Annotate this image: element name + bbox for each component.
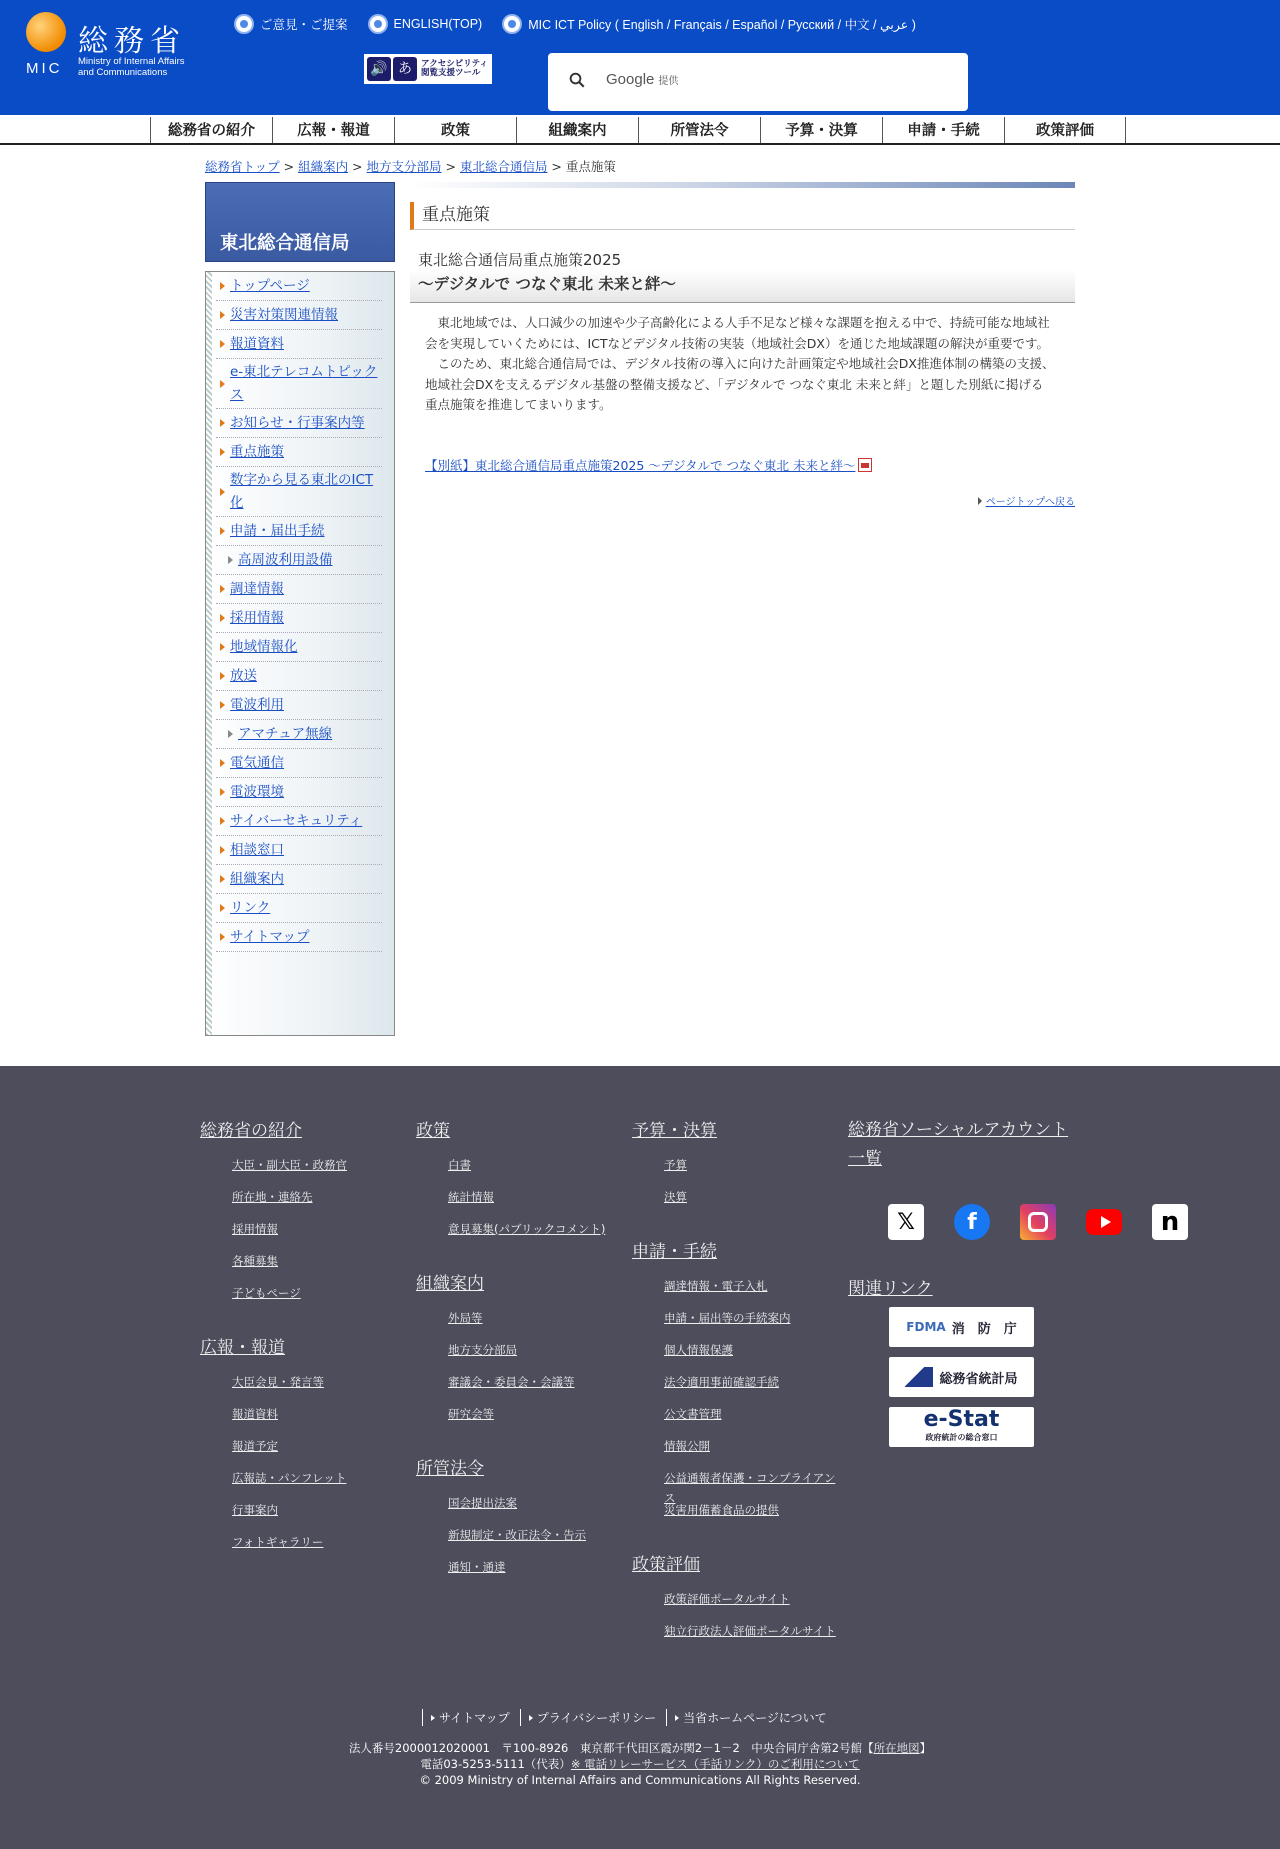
stat-bureau-banner[interactable]: [889, 1357, 1034, 1397]
gnav-item-intro[interactable]: 総務省の紹介: [150, 117, 272, 143]
footer-link[interactable]: 意見募集(パブリックコメント): [448, 1222, 606, 1236]
gnav-item-budget[interactable]: 予算・決算: [760, 117, 882, 143]
site-header: [0, 0, 1280, 115]
accessibility-tool-label: [421, 60, 488, 78]
sidebar-item[interactable]: [216, 467, 382, 517]
sidebar-item[interactable]: [216, 894, 382, 923]
footer-group-heading[interactable]: 予算・決算: [632, 1121, 717, 1141]
map-link[interactable]: 所在地図: [873, 1741, 920, 1755]
sidebar-item[interactable]: [216, 691, 382, 720]
radio-bullet-icon: [502, 14, 522, 34]
footer-link[interactable]: 子どもページ: [232, 1286, 301, 1300]
mic-logo[interactable]: [26, 12, 216, 80]
footer-link[interactable]: 報道予定: [232, 1439, 278, 1453]
footer-group-heading[interactable]: 組織案内: [416, 1274, 484, 1294]
footer-group: [416, 1269, 621, 1436]
sidebar-item-label[interactable]: 災害対策関連情報: [230, 306, 338, 323]
sidebar-item[interactable]: [216, 778, 382, 807]
body-paragraph-2: このため、東北総合通信局では、デジタル技術の導入に向けた計画策定や地域社会DX推進体制の構築の支援、地域社会DXを支えるデジタル基盤の整備支援など、「デジタルで つなぐ東北 未来と絆」と題した別紙に掲げる重点施策を推進してまいります。: [425, 356, 1055, 412]
instagram-glyph: [1028, 1212, 1048, 1232]
fdma-logo-text: FDMA: [906, 1320, 946, 1334]
footer-group-heading[interactable]: 総務省の紹介: [200, 1121, 302, 1141]
sidebar-item-label[interactable]: 放送: [230, 667, 257, 684]
sub-heading: [410, 248, 1075, 303]
address2-pre: 電話03-5253-5111（代表）: [420, 1757, 571, 1771]
sidebar-item-label[interactable]: 相談窓口: [230, 841, 284, 858]
gnav-item-laws[interactable]: 所管法令: [638, 117, 760, 143]
footer-link[interactable]: 決算: [664, 1190, 687, 1204]
sidebar-item[interactable]: [216, 517, 382, 546]
estat-logo-text: e-Stat: [923, 1407, 1000, 1432]
footer-link[interactable]: 新規制定・改正法令・告示: [448, 1528, 586, 1542]
sidebar-item[interactable]: [216, 546, 382, 575]
logo-en-line1: Ministry of Internal Affairs: [78, 56, 185, 67]
relay-service-link[interactable]: ※ 電話リレーサービス（手話リンク）のご利用について: [570, 1757, 860, 1771]
gnav-item-applications[interactable]: 申請・手続: [882, 117, 1004, 143]
sidebar-item[interactable]: [216, 633, 382, 662]
sidebar-item-label[interactable]: 申請・届出手続: [230, 522, 325, 539]
sidebar-item-label[interactable]: e-東北テレコムトピックス: [230, 363, 378, 403]
x-twitter-icon[interactable]: 𝕏: [888, 1204, 924, 1240]
site-footer: [0, 1066, 1280, 1849]
copyright: © 2009 Ministry of Internal Affairs and Communications All Rights Reserved.: [419, 1773, 861, 1787]
radio-bullet-icon: [234, 14, 254, 34]
footer-group: [200, 1116, 405, 1315]
sidebar-title-text: 東北総合通信局: [220, 233, 350, 254]
logo-jp-text: 総務省: [78, 24, 186, 59]
page-top-link[interactable]: ページトップへ戻る: [978, 493, 1075, 508]
sidebar-item-label[interactable]: サイバーセキュリティ: [230, 812, 363, 829]
address1-post: 】: [919, 1741, 932, 1755]
sub-heading-line1: 東北総合通信局重点施策2025: [418, 251, 622, 269]
access-line1: アクセシビリティ: [421, 59, 488, 69]
footer-link[interactable]: 通知・通達: [448, 1560, 506, 1574]
facebook-icon[interactable]: f: [954, 1204, 990, 1240]
footer-link-privacy[interactable]: プライバシーポリシー: [520, 1709, 666, 1726]
opinion-link-label: ご意見・ご提案: [260, 18, 348, 32]
sidebar-item-label[interactable]: 電波利用: [230, 696, 284, 713]
youtube-glyph: [1086, 1209, 1122, 1235]
stat-bureau-banner-label: 総務省統計局: [939, 1371, 1018, 1387]
radio-bullet-icon: [368, 14, 388, 34]
address-line-1: [0, 1740, 1280, 1756]
instagram-icon[interactable]: [1020, 1204, 1056, 1240]
footer-col-2: [416, 1116, 621, 1607]
sidebar-item[interactable]: [216, 604, 382, 633]
ict-policy-link[interactable]: [502, 14, 916, 34]
sidebar-item[interactable]: [216, 923, 382, 952]
sidebar-stripe: [206, 272, 212, 1035]
opinion-link[interactable]: [234, 14, 348, 34]
footer-link[interactable]: 情報公開: [664, 1439, 710, 1453]
footer-group: [200, 1333, 405, 1564]
sidebar-item[interactable]: [216, 330, 382, 359]
sidebar-item-label[interactable]: リンク: [230, 899, 271, 916]
footer-link[interactable]: 災害用備蓄食品の提供: [664, 1503, 779, 1517]
sidebar-title: [205, 182, 395, 262]
footer-address: [0, 1740, 1280, 1788]
sidebar-item-label[interactable]: トップページ: [230, 277, 310, 294]
sidebar-item-label[interactable]: お知らせ・行事案内等: [230, 414, 365, 431]
footer-group-heading[interactable]: 政策評価: [632, 1555, 700, 1575]
footer-col-4: [848, 1116, 1078, 1188]
body-text: [425, 313, 1055, 416]
footer-link[interactable]: 地方支分部局: [448, 1343, 517, 1357]
global-nav: [0, 115, 1280, 145]
footer-group: [416, 1454, 621, 1589]
sidebar-item[interactable]: [216, 409, 382, 438]
accessibility-tool-button[interactable]: [364, 54, 492, 84]
breadcrumb-tohoku[interactable]: 東北総合通信局: [459, 159, 548, 174]
footer-link[interactable]: 国会提出法案: [448, 1496, 517, 1510]
sidebar-item-label[interactable]: サイトマップ: [230, 928, 310, 945]
top-links: [234, 14, 936, 34]
sidebar-item-label[interactable]: 重点施策: [230, 443, 284, 460]
footer-link-about[interactable]: 当省ホームページについて: [666, 1709, 837, 1726]
footer-link[interactable]: 審議会・委員会・会議等: [448, 1375, 575, 1389]
logo-en-line2: and Communications: [78, 67, 168, 78]
breadcrumb-current: 重点施策: [565, 159, 616, 174]
footer-link[interactable]: 広報誌・パンフレット: [232, 1471, 347, 1485]
page-title: 重点施策: [410, 202, 1075, 230]
footer-link[interactable]: 採用情報: [232, 1222, 278, 1236]
youtube-icon[interactable]: [1086, 1204, 1122, 1240]
footer-group-heading[interactable]: 所管法令: [416, 1459, 484, 1479]
address-line-2: [0, 1756, 1280, 1772]
fdma-banner-label: 消 防 庁: [951, 1321, 1017, 1337]
footer-col-3: [632, 1116, 837, 1671]
sidebar-item-label[interactable]: アマチュア無線: [238, 725, 333, 742]
sidebar-item[interactable]: [216, 836, 382, 865]
pdf-icon: [858, 458, 872, 472]
footer-link[interactable]: 申請・届出等の手続案内: [664, 1311, 791, 1325]
related-links-heading[interactable]: 関連リンク: [848, 1279, 933, 1299]
footer-link[interactable]: 研究会等: [448, 1407, 494, 1421]
sidebar-item[interactable]: [216, 575, 382, 604]
footer-link[interactable]: 公益通報者保護・コンプライアンス: [664, 1471, 836, 1505]
sidebar-item[interactable]: [216, 720, 382, 749]
footer-link[interactable]: 各種募集: [232, 1254, 278, 1268]
stat-bureau-logo-icon: [905, 1367, 933, 1387]
sidebar-item[interactable]: [216, 865, 382, 894]
search-icon[interactable]: [568, 71, 586, 89]
sidebar-item-label[interactable]: 高周波利用設備: [238, 551, 333, 568]
sub-heading-line2: ～デジタルで つなぐ東北 未来と絆～: [418, 275, 676, 293]
sidebar-item[interactable]: [216, 749, 382, 778]
sidebar-item-label[interactable]: 組織案内: [230, 870, 284, 887]
ict-policy-link-label: MIC ICT Policy ( English / Français / Español / Русский / 中文 / عربي ): [528, 18, 916, 32]
sidebar-item[interactable]: [216, 301, 382, 330]
english-link-label: ENGLISH(TOP): [393, 17, 483, 31]
gnav-item-organization[interactable]: 組織案内: [516, 117, 638, 143]
footer-links: [422, 1709, 837, 1726]
sidebar-item[interactable]: [216, 807, 382, 836]
footer-link[interactable]: 大臣・副大臣・政務官: [232, 1158, 347, 1172]
sidebar-item-label[interactable]: 調達情報: [230, 580, 284, 597]
footer-group: [416, 1116, 621, 1251]
address1-pre: 法人番号2000012020001 〒100-8926 東京都千代田区霞が関2－1－2 中央合同庁舎第2号館【: [348, 1741, 874, 1755]
gnav-item-policy[interactable]: 政策: [394, 117, 516, 143]
footer-link[interactable]: 独立行政法人評価ポータルサイト: [664, 1624, 836, 1638]
footer-link[interactable]: 報道資料: [232, 1407, 278, 1421]
footer-link-sitemap[interactable]: サイトマップ: [422, 1709, 520, 1726]
sidebar-item[interactable]: [216, 272, 382, 301]
footer-link[interactable]: 調達情報・電子入札: [664, 1279, 768, 1293]
sidebar-item-label[interactable]: 電波環境: [230, 783, 284, 800]
attachment-link-text[interactable]: 【別紙】東北総合通信局重点施策2025 ～デジタルで つなぐ東北 未来と絆～: [425, 458, 856, 473]
sidebar-item[interactable]: [216, 438, 382, 467]
mic-emblem-icon: [26, 12, 66, 52]
breadcrumb: 総務省トップ > 組織案内 > 地方支分部局 > 東北総合通信局 > 重点施策: [205, 159, 616, 174]
footer-link[interactable]: 法令適用事前確認手続: [664, 1375, 779, 1389]
sidebar-item-label[interactable]: 採用情報: [230, 609, 284, 626]
footer-group-heading[interactable]: 申請・手続: [632, 1242, 717, 1262]
footer-link[interactable]: 大臣会見・発言等: [232, 1375, 324, 1389]
body-paragraph-1: 東北地域では、人口減少の加速や少子高齢化による人手不足など様々な課題を抱える中で、持続可能な地域社会を実現していくためには、ICTなどデジタル技術の実装（地域社会DX）を通じた地域課題の解決が重要です。: [425, 315, 1050, 351]
sidebar-item-label[interactable]: 地域情報化: [230, 638, 298, 655]
fdma-banner[interactable]: [889, 1307, 1034, 1347]
footer-link[interactable]: フォトギャラリー: [232, 1535, 324, 1549]
attachment-link[interactable]: [425, 456, 872, 474]
social-accounts-link[interactable]: 総務省ソーシャルアカウント一覧: [848, 1120, 1069, 1169]
gnav-item-pr[interactable]: 広報・報道: [272, 117, 394, 143]
footer-group-heading[interactable]: 広報・報道: [200, 1338, 285, 1358]
estat-banner[interactable]: [889, 1407, 1034, 1447]
footer-link[interactable]: 個人情報保護: [664, 1343, 733, 1357]
sidebar-item-label[interactable]: 報道資料: [230, 335, 284, 352]
logo-mic-text: MIC: [26, 60, 63, 77]
breadcrumb-regional-bureaus[interactable]: 地方支分部局: [366, 159, 442, 174]
footer-link[interactable]: 行事案内: [232, 1503, 278, 1517]
english-link[interactable]: [368, 14, 483, 34]
breadcrumb-organization[interactable]: 組織案内: [298, 159, 349, 174]
footer-group-heading[interactable]: 政策: [416, 1121, 450, 1141]
footer-group: [632, 1116, 837, 1219]
sidebar-menu: [205, 271, 395, 1036]
footer-link[interactable]: 統計情報: [448, 1190, 494, 1204]
logo-en-text: [78, 56, 184, 78]
footer-col-1: [200, 1116, 405, 1582]
note-icon[interactable]: n: [1152, 1204, 1188, 1240]
footer-link[interactable]: 予算: [664, 1158, 687, 1172]
hiragana-a-icon: あ: [393, 57, 417, 81]
footer-link[interactable]: 所在地・連絡先: [232, 1190, 313, 1204]
google-suffix: 提供: [658, 76, 679, 87]
footer-link[interactable]: 政策評価ポータルサイト: [664, 1592, 790, 1606]
access-line2: 閲覧支援ツール: [421, 68, 481, 78]
speaker-icon: 🔊: [367, 57, 391, 81]
sidebar-item-label[interactable]: 電気通信: [230, 754, 284, 771]
sidebar-item-label[interactable]: 数字から見る東北のICT化: [230, 471, 374, 511]
gnav-item-evaluation[interactable]: 政策評価: [1004, 117, 1126, 143]
footer-group: [632, 1237, 837, 1532]
search-provider: [606, 71, 678, 88]
footer-link[interactable]: 公文書管理: [664, 1407, 722, 1421]
main-top-bar: [410, 182, 1075, 188]
sidebar-item[interactable]: [216, 359, 382, 409]
sidebar-item[interactable]: [216, 662, 382, 691]
breadcrumb-top[interactable]: 総務省トップ: [205, 159, 280, 174]
estat-sub-text: 政府統計の総合窓口: [925, 1433, 998, 1442]
footer-group: [632, 1550, 837, 1653]
footer-link[interactable]: 白書: [448, 1158, 471, 1172]
sidebar-list: [206, 272, 394, 952]
footer-link[interactable]: 外局等: [448, 1311, 483, 1325]
google-brand: Google: [606, 71, 655, 88]
search-input[interactable]: [548, 53, 968, 111]
